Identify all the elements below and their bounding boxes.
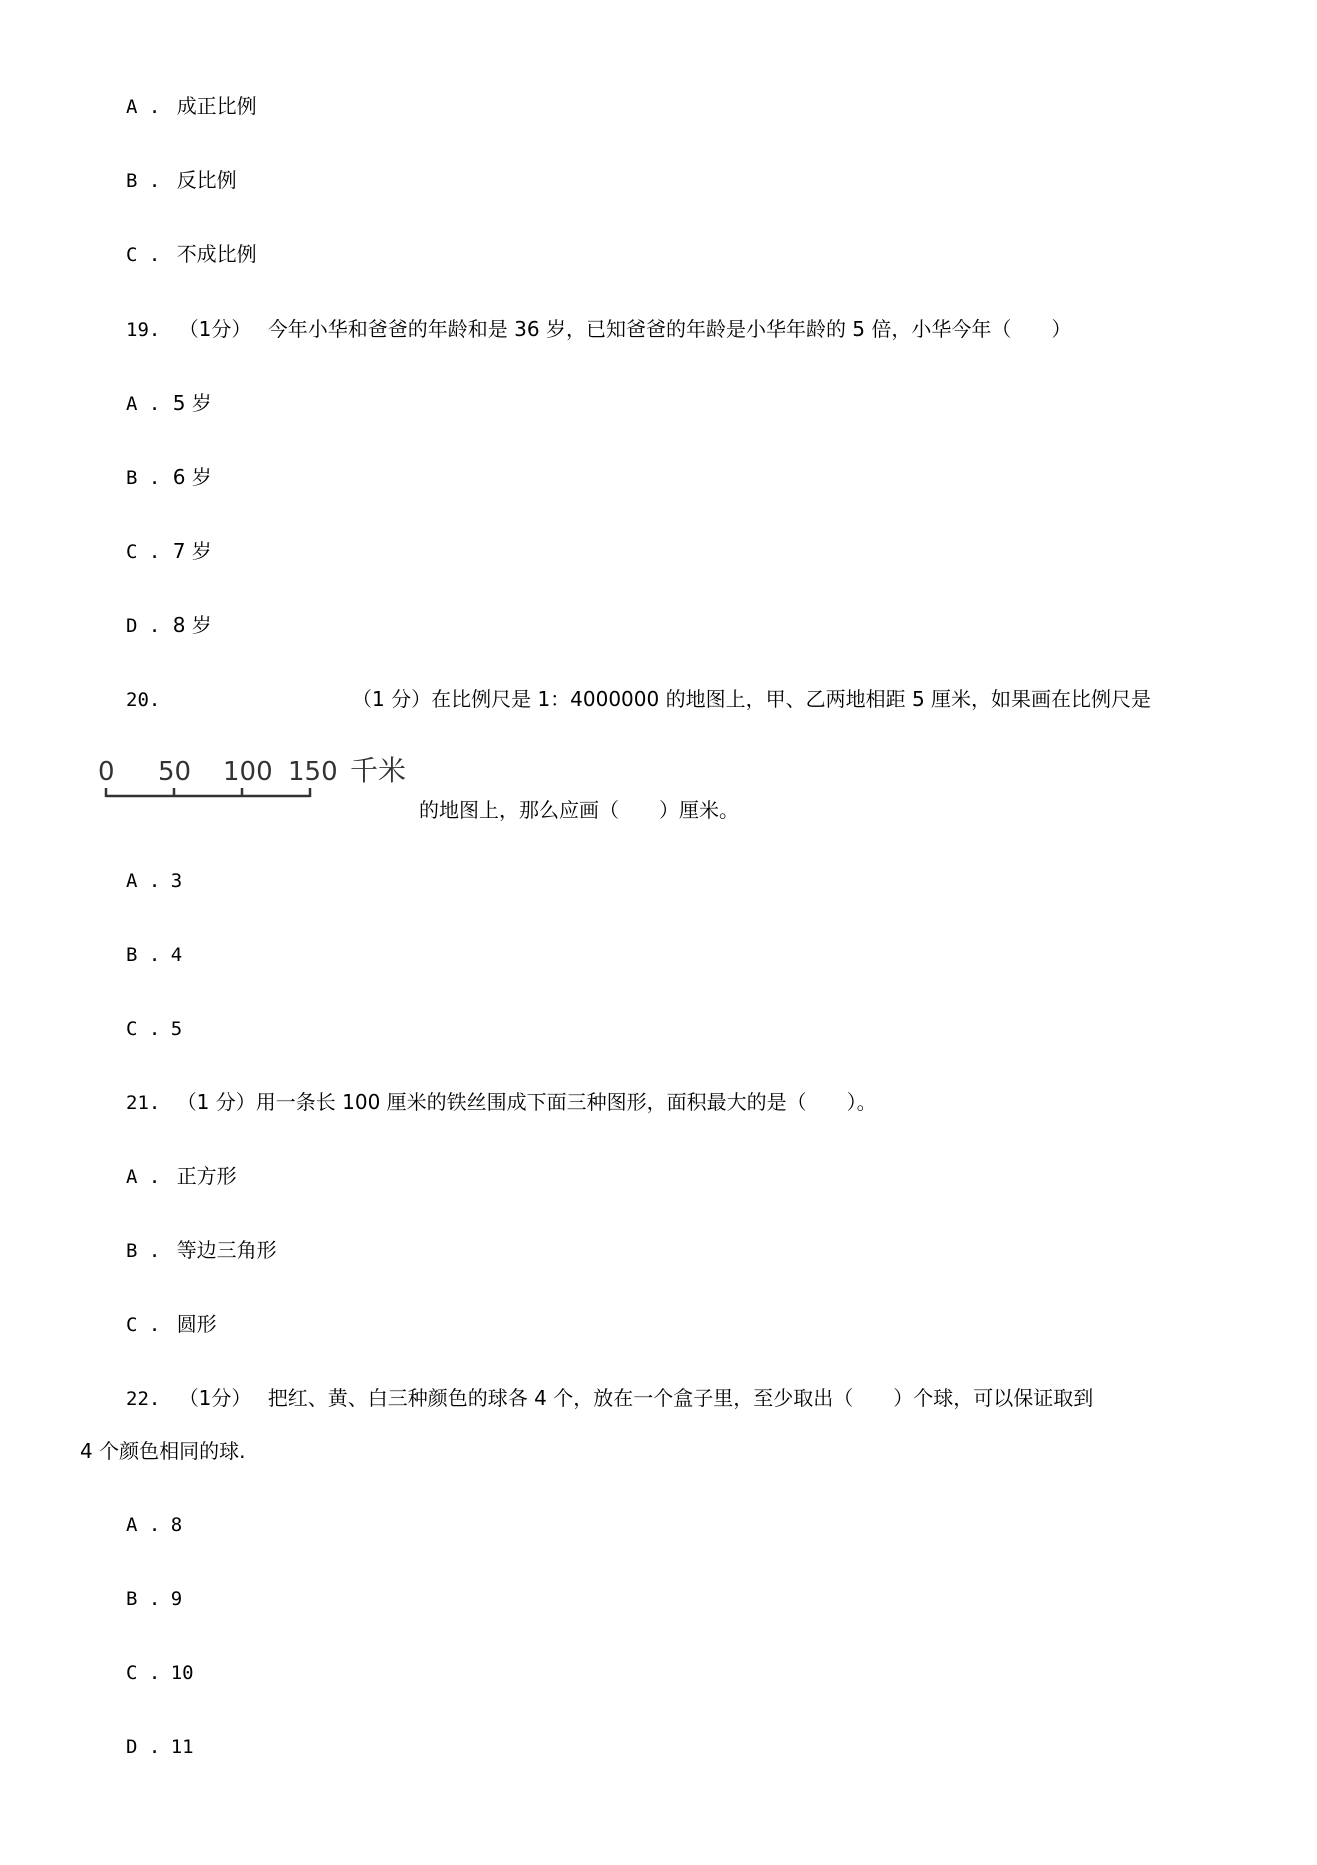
option-letter: A . (126, 96, 161, 118)
question-number: 22. (126, 1388, 161, 1410)
q22-option-c (126, 1658, 194, 1687)
option-text: 不成比例 (176, 242, 257, 266)
option-text: 3 (170, 870, 183, 892)
option-text: 成正比例 (176, 94, 257, 118)
question-text: 今年小华和爸爸的年龄和是 36 岁，已知爸爸的年龄是小华年龄的 5 倍，小华今年（ ） (267, 317, 1072, 341)
option-letter: B . (126, 170, 161, 192)
scale-tick-label: 150 (288, 757, 338, 787)
q19-option-c (126, 537, 212, 566)
option-letter: C . (126, 1662, 161, 1684)
q19-stem (126, 315, 1071, 344)
q22-stem-part1 (126, 1384, 1093, 1413)
q19-option-d (126, 611, 212, 640)
q22-option-d (126, 1732, 194, 1761)
option-letter: D . (126, 1736, 161, 1758)
option-letter: D . (126, 615, 161, 637)
option-letter: A . (126, 393, 161, 415)
question-score: （1分） (178, 1386, 252, 1410)
option-letter: B . (126, 1240, 161, 1262)
question-text: 把红、黄、白三种颜色的球各 4 个，放在一个盒子里，至少取出（ ）个球，可以保证取到 (267, 1386, 1094, 1410)
q20-stem-part2 (419, 796, 739, 824)
option-letter: C . (126, 244, 161, 266)
option-letter: B . (126, 944, 161, 966)
q20-option-c (126, 1014, 182, 1043)
scale-unit-label: 千米 (350, 754, 407, 787)
option-text: 11 (170, 1736, 194, 1758)
option-text: 9 (170, 1588, 183, 1610)
q22-option-a (126, 1510, 182, 1539)
question-text: 4 个颜色相同的球. (80, 1439, 246, 1463)
q18-option-c (126, 240, 257, 269)
option-text: 5 (170, 1018, 183, 1040)
question-score: （1分） (178, 317, 252, 341)
option-letter: B . (126, 1588, 161, 1610)
option-text: 等边三角形 (176, 1238, 277, 1262)
q22-stem-part2 (80, 1437, 245, 1465)
option-letter: B . (126, 467, 161, 489)
option-letter: A . (126, 1166, 161, 1188)
scale-bar-figure (96, 750, 426, 810)
q21-option-b (126, 1236, 277, 1265)
q22-option-b (126, 1584, 182, 1613)
scale-tick-label: 50 (158, 757, 192, 787)
option-text: 8 (170, 1514, 183, 1536)
question-number: 20. (126, 689, 161, 711)
q20-option-b (126, 940, 182, 969)
q20-number (126, 685, 160, 714)
q20-option-a (126, 866, 182, 895)
option-text: 正方形 (176, 1164, 237, 1188)
q18-option-b (126, 166, 237, 195)
question-text: （1 分）用一条长 100 厘米的铁丝围成下面三种图形，面积最大的是（ ）。 (176, 1090, 877, 1114)
option-text: 4 (170, 944, 183, 966)
q21-option-c (126, 1310, 217, 1339)
question-number: 21. (126, 1092, 161, 1114)
question-text: 的地图上，那么应画（ ）厘米。 (419, 798, 739, 822)
scale-tick-label: 0 (98, 757, 115, 787)
option-text: 5 岁 (172, 391, 212, 415)
q21-option-a (126, 1162, 237, 1191)
option-text: 6 岁 (172, 465, 212, 489)
option-letter: C . (126, 541, 161, 563)
option-letter: A . (126, 870, 161, 892)
q19-option-a (126, 389, 212, 418)
q19-option-b (126, 463, 212, 492)
q20-stem-part1 (352, 685, 1151, 713)
option-letter: C . (126, 1018, 161, 1040)
option-text: 8 岁 (172, 613, 212, 637)
option-text: 7 岁 (172, 539, 212, 563)
option-text: 圆形 (176, 1312, 217, 1336)
option-letter: A . (126, 1514, 161, 1536)
scale-tick-label: 100 (223, 757, 273, 787)
option-text: 反比例 (176, 168, 237, 192)
q18-option-a (126, 92, 257, 121)
option-text: 10 (170, 1662, 194, 1684)
option-letter: C . (126, 1314, 161, 1336)
q21-stem (126, 1088, 877, 1117)
question-number: 19. (126, 319, 161, 341)
question-text: （1 分）在比例尺是 1：4000000 的地图上，甲、乙两地相距 5 厘米，如果画在比例尺是 (352, 687, 1152, 711)
